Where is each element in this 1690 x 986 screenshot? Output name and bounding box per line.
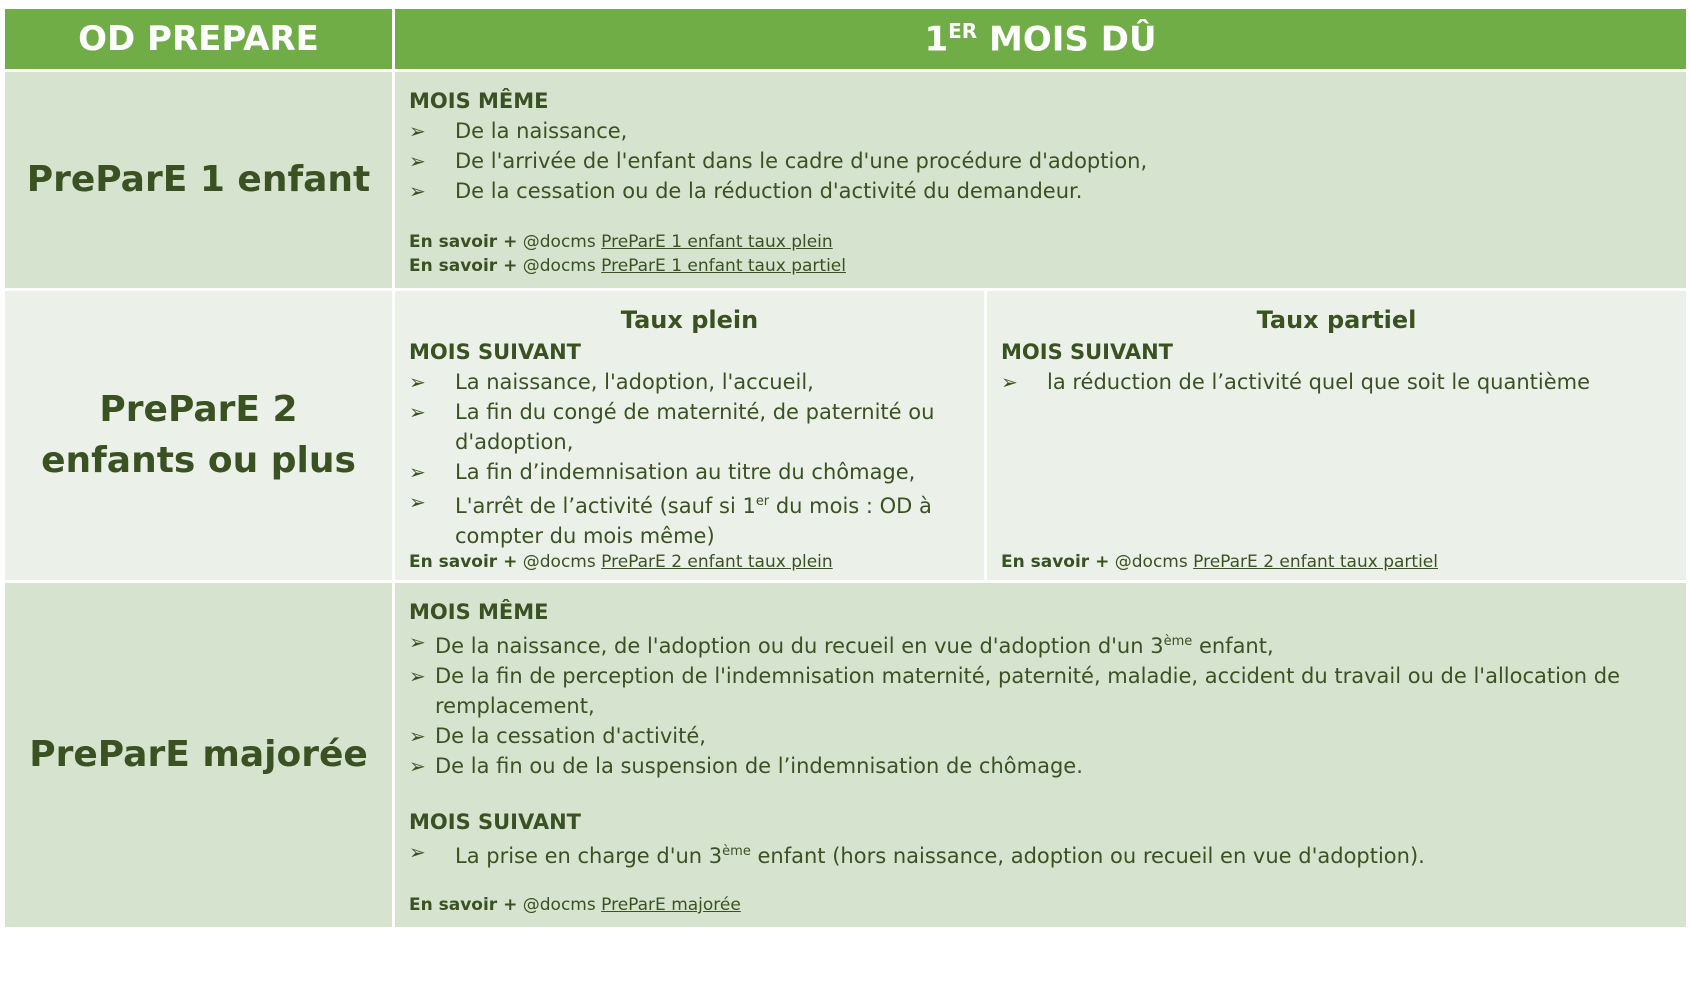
more-info-line: En savoir + @docms PreParE 2 enfant taux plein bbox=[409, 552, 833, 572]
list-item: ➢ la réduction de l’activité quel que soit le quantième bbox=[1001, 367, 1672, 397]
section-title: MOIS SUIVANT bbox=[409, 810, 581, 834]
bullet-list bbox=[409, 367, 970, 551]
row-label: PreParE 1 enfant bbox=[4, 71, 394, 290]
arrow-bullet-icon: ➢ bbox=[409, 840, 426, 864]
taux-plein-title: Taux plein bbox=[620, 306, 759, 334]
docms-link[interactable]: PreParE 1 enfant taux partiel bbox=[601, 256, 846, 276]
list-item: ➢ La fin d’indemnisation au titre du chômage, bbox=[409, 457, 970, 487]
arrow-bullet-icon: ➢ bbox=[409, 490, 426, 514]
arrow-bullet-icon: ➢ bbox=[409, 724, 426, 748]
list-item: ➢ De la naissance, bbox=[409, 116, 1672, 146]
row-prepare-1-enfant bbox=[4, 71, 1688, 290]
bullet-list bbox=[409, 627, 1672, 781]
row-label: PreParE majorée bbox=[4, 582, 394, 929]
more-info-line: En savoir + @docms PreParE majorée bbox=[409, 895, 741, 915]
arrow-bullet-icon: ➢ bbox=[409, 400, 426, 424]
list-item: ➢ De la fin de perception de l'indemnisation maternité, paternité, maladie, accident du travail ou de l'allocation de remplacement, bbox=[409, 661, 1672, 721]
section-title: MOIS SUIVANT bbox=[409, 340, 581, 364]
taux-partiel-title: Taux partiel bbox=[1256, 306, 1417, 334]
more-info-line: En savoir + @docms PrePar​E 1 enfant taux plein bbox=[409, 232, 833, 252]
section-title: MOIS MÊME bbox=[409, 89, 549, 113]
arrow-bullet-icon: ➢ bbox=[409, 179, 426, 203]
list-item: ➢ De la cessation ou de la réduction d'activité du demandeur. bbox=[409, 176, 1672, 206]
docms-link[interactable]: PreParE 2 enfant taux partiel bbox=[1193, 552, 1438, 572]
row-prepare-2-enfants bbox=[4, 290, 1688, 582]
row-content bbox=[394, 71, 1688, 290]
list-item: ➢ De l'arrivée de l'enfant dans le cadre d'une procédure d'adoption, bbox=[409, 146, 1672, 176]
list-item: ➢ De la fin ou de la suspension de l’indemnisation de chômage. bbox=[409, 751, 1672, 781]
arrow-bullet-icon: ➢ bbox=[409, 754, 426, 778]
docms-link[interactable]: PrePar​E 1 enfant taux plein bbox=[601, 232, 833, 252]
docms-link[interactable]: PreParE 2 enfant taux plein bbox=[601, 552, 833, 572]
section-title: MOIS SUIVANT bbox=[1001, 340, 1173, 364]
list-item: ➢ De la naissance, de l'adoption ou du recueil en vue d'adoption d'un 3ème enfant, bbox=[409, 627, 1672, 661]
row-prepare-majoree bbox=[4, 582, 1688, 929]
bullet-list bbox=[409, 116, 1672, 206]
row-content bbox=[394, 582, 1688, 929]
more-info-line: En savoir + @docms PreParE 1 enfant taux partiel bbox=[409, 256, 846, 276]
list-item: ➢ De la cessation d'activité, bbox=[409, 721, 1672, 751]
arrow-bullet-icon: ➢ bbox=[1001, 370, 1018, 394]
header-row bbox=[4, 8, 1688, 71]
more-info-line: En savoir + @docms PreParE 2 enfant taux partiel bbox=[1001, 552, 1438, 572]
taux-plein-cell bbox=[394, 290, 986, 582]
docms-link[interactable]: PreParE majorée bbox=[601, 895, 741, 915]
bullet-list bbox=[409, 837, 1672, 871]
arrow-bullet-icon: ➢ bbox=[409, 119, 426, 143]
taux-partiel-cell bbox=[986, 290, 1688, 582]
list-item: ➢ La fin du congé de maternité, de paternité ou d'adoption, bbox=[409, 397, 970, 457]
arrow-bullet-icon: ➢ bbox=[409, 149, 426, 173]
arrow-bullet-icon: ➢ bbox=[409, 370, 426, 394]
arrow-bullet-icon: ➢ bbox=[409, 460, 426, 484]
arrow-bullet-icon: ➢ bbox=[409, 630, 426, 654]
row-label: PreParE 2 enfants ou plus bbox=[4, 290, 394, 582]
od-prepare-table bbox=[2, 6, 1689, 930]
header-col-first-month: 1ER MOIS DÛ bbox=[394, 8, 1688, 71]
header-col-od-prepare: OD PREPARE bbox=[4, 8, 394, 71]
list-item: ➢ La naissance, l'adoption, l'accueil, bbox=[409, 367, 970, 397]
list-item: ➢ L'arrêt de l’activité (sauf si 1er du mois : OD à compter du mois même) bbox=[409, 487, 970, 551]
bullet-list bbox=[1001, 367, 1672, 397]
section-title: MOIS MÊME bbox=[409, 600, 549, 624]
arrow-bullet-icon: ➢ bbox=[409, 664, 426, 688]
list-item: ➢ La prise en charge d'un 3ème enfant (hors naissance, adoption ou recueil en vue d'adoption). bbox=[409, 837, 1672, 871]
